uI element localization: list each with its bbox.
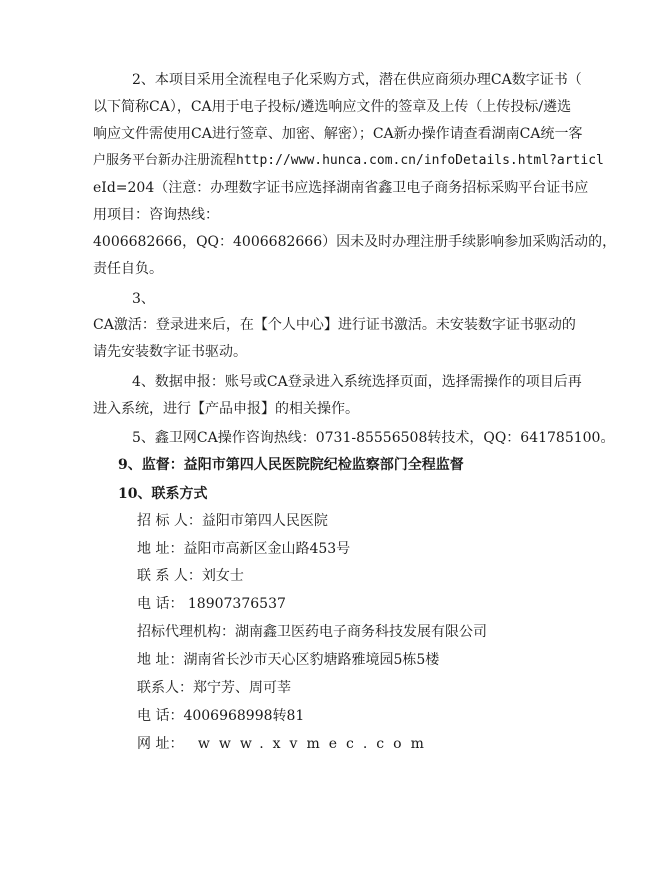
item2-line5: eId=204（注意：办理数字证书应选择湖南省鑫卫电子商务招标采购平台证书应	[93, 180, 589, 196]
item2-line3: 响应文件需使用CA进行签章、加密、解密）；CA新办操作请查看湖南CA统一客	[93, 126, 583, 142]
item2-line1: 2、本项目采用全流程电子化采购方式，潜在供应商须办理CA数字证书（	[132, 72, 582, 88]
contact-tenderer: 招 标 人：益阳市第四人民医院	[137, 513, 328, 529]
item3-number: 3、	[132, 291, 155, 307]
item3-line2: 请先安装数字证书驱动。	[93, 344, 247, 360]
contact-address: 地 址：益阳市高新区金山路453号	[137, 541, 351, 557]
agency-address: 地 址：湖南省长沙市天心区豹塘路雅境园5栋5楼	[137, 652, 440, 668]
item4-line1: 4、数据申报：账号或CA登录进入系统选择页面，选择需操作的项目后再	[132, 374, 582, 390]
item2-line2: 以下简称CA），CA用于电子投标/遴选响应文件的签章及上传（上传投标/遴选	[93, 99, 572, 115]
website-label: 网 址：	[137, 736, 184, 752]
agency-contact: 联系人：郑宁芳、周可莘	[137, 680, 291, 696]
item2-line4: 户服务平台新办注册流程http://www.hunca.com.cn/infoDetails.html?articl	[93, 153, 604, 168]
contact-person: 联 系 人：刘女士	[137, 568, 244, 584]
item3-line1: CA激活：登录进来后，在【个人中心】进行证书激活。未安装数字证书驱动的	[93, 317, 576, 333]
item5-line1: 5、鑫卫网CA操作咨询热线：0731-85556508转技术，QQ：641785100。	[132, 430, 615, 446]
website-row	[137, 734, 433, 754]
contact-phone: 电 话： 18907376537	[137, 596, 286, 612]
section10-heading: 10、联系方式	[118, 486, 208, 502]
item2-line7: 4006682666，QQ：4006682666）因未及时办理注册手续影响参加采购活动的，	[93, 234, 617, 250]
agency-phone: 电 话：4006968998转81	[137, 708, 305, 724]
website-link[interactable]: www.xvmec.com	[197, 736, 433, 752]
agency-name: 招标代理机构：湖南鑫卫医药电子商务科技发展有限公司	[137, 624, 487, 640]
item2-line6: 用项目：咨询热线：	[93, 207, 219, 223]
section9-heading: 9、监督：益阳市第四人民医院院纪检监察部门全程监督	[118, 457, 464, 473]
item2-line8: 责任自负。	[93, 261, 163, 277]
item4-line2: 进入系统，进行【产品申报】的相关操作。	[93, 401, 359, 417]
